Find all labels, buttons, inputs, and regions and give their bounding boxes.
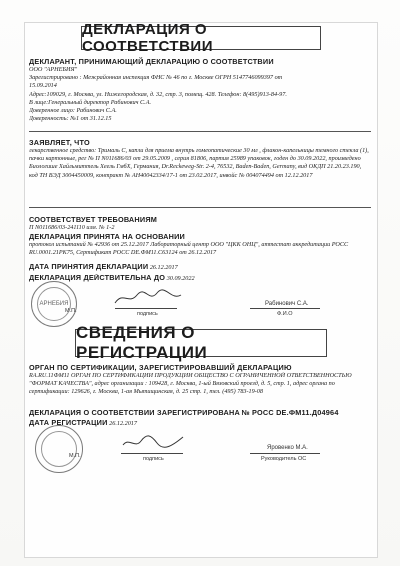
declares-heading: ЗАЯВЛЯЕТ, ЧТО xyxy=(29,138,90,147)
mp-label: М.П. xyxy=(69,453,81,459)
registration-section xyxy=(29,409,371,428)
basis-text: протокол испытаний № 42936 от 25.12.2017 Лабораторный центр ООО "ЦКК ОНЦ", аттестат аккредитации РОСС RU.0001.21PK75, Сертификат РОСС DE.ФМ11.С63124 от 26.12.2017 xyxy=(29,241,349,257)
registered-label: ДЕКЛАРАЦИЯ О СООТВЕТСТВИИ ЗАРЕГИСТРИРОВАНА xyxy=(29,409,240,417)
standards-line: П N011686/03-241110 изм. № 1-2 xyxy=(29,224,115,231)
dates-section xyxy=(29,263,371,283)
declarant-line: ООО "АРНЕБИЯ" xyxy=(29,66,78,73)
company-stamp xyxy=(31,281,77,327)
declarant-section xyxy=(29,57,371,123)
organ-text: RA.RU.11ФМ11 ОРГАН ПО СЕРТИФИКАЦИИ ПРОДУКЦИИ ОБЩЕСТВО С ОГРАНИЧЕННОЙ ОТВЕТСТВЕННОСТЬЮ "ФОРМАТ КАЧЕСТВА", адрес организации : 109428, г. Москва, 1-ый Вязовский проезд, д. 5, стр. 1, адрес органа по сертификации: 129626, г. Москва, 1-ая Мытищинская, д. 25 стр. 1, тел. (495) 783-19-08 xyxy=(29,372,352,396)
declares-text: лекарственное средство: Трималь С, капли для приема внутрь гомеопатические 30 мл , флакон-капельницы темного стекла (1), пачки картонные, рег № П N011686/03 от 29.05.2009 , серия 81806, партия 25989 упаковок, годен до 30.09.2022, произведено Биологише Хайльмиттель Хеель ГмбХ, Германия, Dr.Reckeweg-Str. 2-4, 76532, Baden-Baden, Germany, вид ОКДП 21.20.23.190, код ТН ВЭД 3004450009, контракт № АН40042334/17-1 от 23.02.2017, инвойс № 004074494 от 12.12.2017 xyxy=(29,147,369,179)
signature-line xyxy=(115,308,177,309)
declaration-title: ДЕКЛАРАЦИЯ О СООТВЕТСТВИИ xyxy=(82,21,213,55)
signature-caption: подпись xyxy=(137,311,158,317)
signature xyxy=(113,289,183,307)
valid-date: 30.09.2022 xyxy=(166,275,195,283)
declarant-line: Зарегистрировано : Межрайонная инспекция ФНС № 46 по г. Москве ОГРН 5147746099397 от xyxy=(29,74,283,82)
basis-heading: ДЕКЛАРАЦИЯ ПРИНЯТА НА ОСНОВАНИИ xyxy=(29,232,186,242)
declarant-heading: ДЕКЛАРАНТ, ПРИНИМАЮЩИЙ ДЕКЛАРАЦИЮ О СООТВЕТСТВИИ xyxy=(29,57,274,66)
declarant-line: Адрес:109029, г. Москва, ул. Нижегородская, д. 32, стр. 3, помещ. 428. Телефон: 8(495)913-84-97. xyxy=(29,90,287,98)
organ-section xyxy=(29,363,371,397)
declarant-line: Доверенное лицо: Рабинович С.А. xyxy=(29,107,117,115)
divider xyxy=(29,131,371,132)
valid-label: ДЕКЛАРАЦИЯ ДЕЙСТВИТЕЛЬНА ДО xyxy=(29,274,166,283)
declarant-line: В лице:Генеральный директор Рабинович С.А. xyxy=(29,98,152,106)
name-line xyxy=(250,308,320,309)
role-caption: Руководитель ОС xyxy=(261,456,307,462)
signature-line xyxy=(121,453,183,454)
divider xyxy=(29,207,371,208)
reg-date-label: ДАТА РЕГИСТРАЦИИ xyxy=(29,419,108,428)
accepted-date: 26.12.2017 xyxy=(149,264,178,271)
registration-title: СВЕДЕНИЯ О РЕГИСТРАЦИИ xyxy=(76,323,208,362)
declarant-line: Доверенность: №1 от 31.12.15 xyxy=(29,115,112,123)
declarant-line: 15.09.2014 xyxy=(29,82,57,90)
declares-section xyxy=(29,138,371,180)
registered-number: № РОСС DE.ФМ11.Д04964 xyxy=(241,409,339,417)
reg-date: 26.12.2017 xyxy=(109,420,137,428)
signer-name: Яровенко М.А. xyxy=(267,445,308,451)
stamp-text: АРНЕБИЯ xyxy=(39,301,69,307)
accepted-label: ДАТА ПРИНЯТИЯ ДЕКЛАРАЦИИ xyxy=(29,263,149,271)
registration-title-box xyxy=(75,323,327,362)
name-line xyxy=(250,453,320,454)
organ-heading: ОРГАН ПО СЕРТИФИКАЦИИ, ЗАРЕГИСТРИРОВАВШИЙ ДЕКЛАРАЦИЮ xyxy=(29,363,292,372)
fio-caption: Ф.И.О xyxy=(277,311,293,317)
standards-heading: СООТВЕТСТВУЕТ ТРЕБОВАНИЯМ xyxy=(29,215,158,224)
declaration-title-box xyxy=(81,21,321,55)
standards-section xyxy=(29,215,371,258)
declaration-sheet xyxy=(24,22,378,558)
signature xyxy=(121,433,185,451)
mp-label: М.П. xyxy=(65,308,77,314)
organ-stamp xyxy=(35,425,83,473)
signature-caption: подпись xyxy=(143,456,164,462)
signer-name: Рабинович С.А. xyxy=(265,301,309,307)
